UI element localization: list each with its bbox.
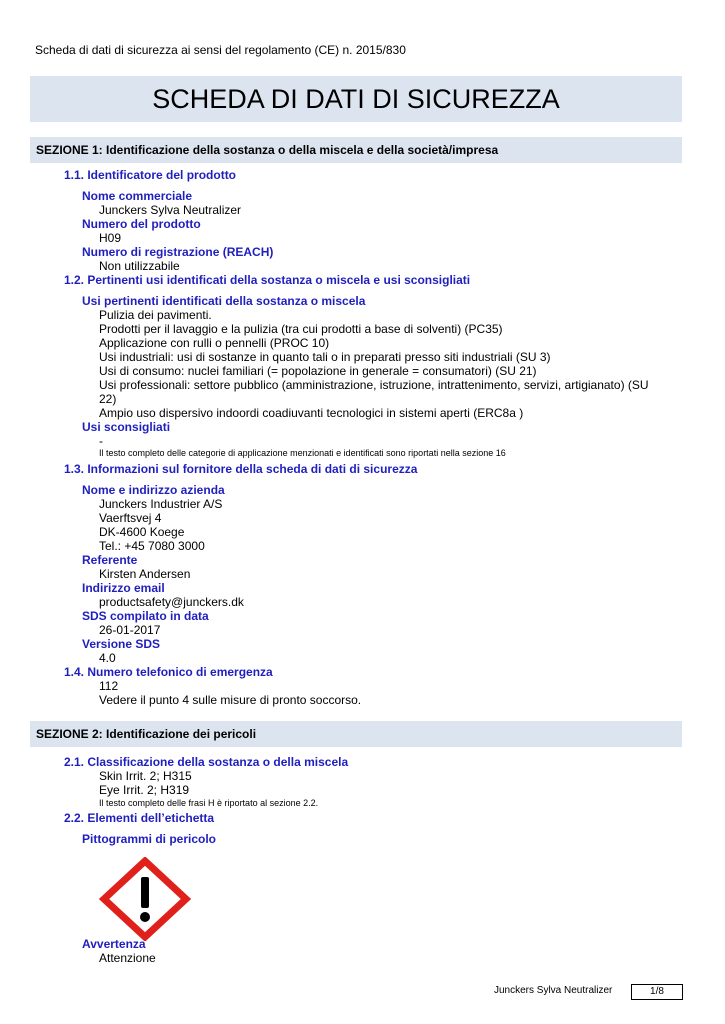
company-line: Junckers Industrier A/S — [99, 497, 223, 511]
company-line: Tel.: +45 7080 3000 — [99, 539, 205, 553]
sds-version-label: Versione SDS — [82, 637, 161, 651]
email-value: productsafety@junckers.dk — [99, 595, 244, 609]
use-line: Usi di consumo: nuclei familiari (= popolazione in generale = consumatori) (SU 21) — [99, 364, 537, 378]
use-line: 22) — [99, 392, 117, 406]
signal-word-label: Avvertenza — [82, 937, 146, 951]
contact-value: Kirsten Andersen — [99, 567, 191, 581]
subsection-1-1-heading: 1.1. Identificatore del prodotto — [64, 168, 237, 182]
document-title: SCHEDA DI DATI DI SICUREZZA — [152, 84, 560, 114]
product-number-value: H09 — [99, 231, 122, 245]
company-line: Vaerftsvej 4 — [99, 511, 162, 525]
use-line: Prodotti per il lavaggio e la pulizia (tra cui prodotti a base di solventi) (PC35) — [99, 322, 503, 336]
product-number-label: Numero del prodotto — [82, 217, 201, 231]
company-line: DK-4600 Koege — [99, 525, 185, 539]
use-line: Pulizia dei pavimenti. — [99, 308, 212, 322]
uses-footnote: Il testo completo delle categorie di applicazione menzionati e identificati sono riportati nella sezione 16 — [99, 448, 506, 458]
pictograms-label: Pittogrammi di pericolo — [82, 832, 217, 846]
use-line: Ampio uso dispersivo indoordi coadiuvanti tecnologici in sistemi aperti (ERC8a ) — [99, 406, 524, 420]
subsection-2-1-heading: 2.1. Classificazione della sostanza o della miscela — [64, 755, 349, 769]
discouraged-uses-label: Usi sconsigliati — [82, 420, 171, 434]
sds-date-value: 26-01-2017 — [99, 623, 161, 637]
identified-uses-label: Usi pertinenti identificati della sostanza o miscela — [82, 294, 366, 308]
classification-line: Eye Irrit. 2; H319 — [99, 783, 190, 797]
trade-name-value: Junckers Sylva Neutralizer — [99, 203, 242, 217]
classification-line: Skin Irrit. 2; H315 — [99, 769, 192, 783]
section-2-banner — [30, 721, 682, 747]
subsection-2-2-heading: 2.2. Elementi dell’etichetta — [64, 811, 215, 825]
use-line: Usi professionali: settore pubblico (amministrazione, istruzione, intrattenimento, servizi, artigianato) (SU — [99, 378, 649, 392]
trade-name-label: Nome commerciale — [82, 189, 193, 203]
signal-word-value: Attenzione — [99, 951, 156, 965]
title-banner — [30, 76, 682, 122]
reach-value: Non utilizzabile — [99, 259, 180, 273]
classification-footnote: Il testo completo delle frasi H è riportato al sezione 2.2. — [99, 798, 319, 808]
use-line: Usi industriali: usi di sostanze in quanto tali o in preparati presso siti industriali (SU 3) — [99, 350, 551, 364]
page-number: 1/8 — [631, 984, 683, 1000]
exclamation-mark-ghs-icon — [98, 857, 192, 941]
subsection-1-2-heading: 1.2. Pertinenti usi identificati della sostanza o miscela e usi sconsigliati — [64, 273, 471, 287]
contact-label: Referente — [82, 553, 138, 567]
use-line: Applicazione con rulli o pennelli (PROC 10) — [99, 336, 330, 350]
subsection-1-3-heading: 1.3. Informazioni sul fornitore della scheda di dati di sicurezza — [64, 462, 418, 476]
subsection-1-4-heading: 1.4. Numero telefonico di emergenza — [64, 665, 273, 679]
email-label: Indirizzo email — [82, 581, 165, 595]
sds-date-label: SDS compilato in data — [82, 609, 209, 623]
section-1-banner — [30, 137, 682, 163]
emergency-number: 112 — [99, 679, 119, 693]
regulation-note: Scheda di dati di sicurezza ai sensi del regolamento (CE) n. 2015/830 — [35, 43, 406, 57]
discouraged-uses-value: - — [99, 434, 103, 448]
section-1-heading: SEZIONE 1: Identificazione della sostanza o della miscela e della società/impresa — [36, 143, 499, 157]
emergency-note: Vedere il punto 4 sulle misure di pronto soccorso. — [99, 693, 362, 707]
reach-label: Numero di registrazione (REACH) — [82, 245, 274, 259]
sds-version-value: 4.0 — [99, 651, 116, 665]
section-2-heading: SEZIONE 2: Identificazione dei pericoli — [36, 727, 257, 741]
footer-product-name: Junckers Sylva Neutralizer — [494, 985, 613, 996]
company-label: Nome e indirizzo azienda — [82, 483, 225, 497]
